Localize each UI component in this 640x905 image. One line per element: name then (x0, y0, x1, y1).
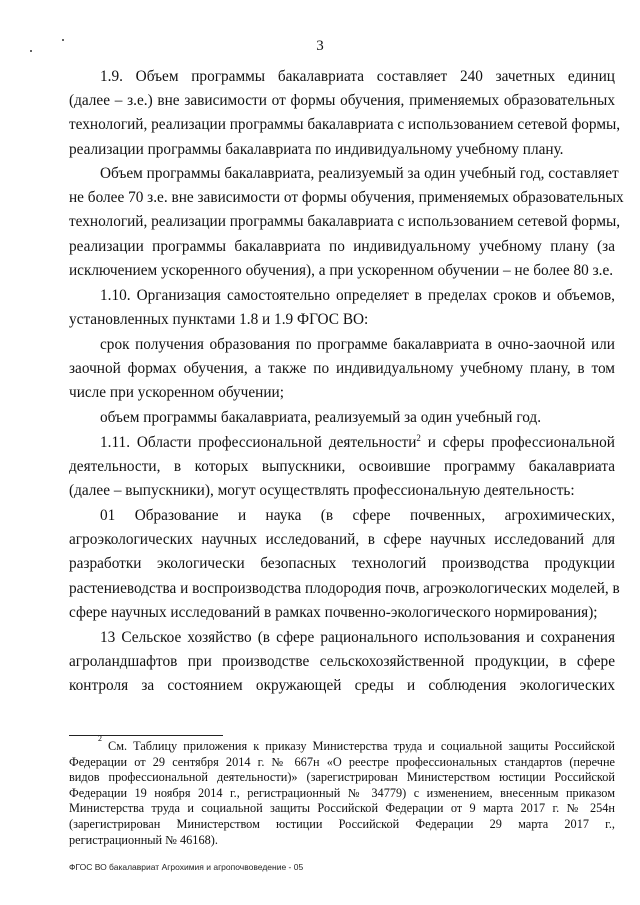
text-line: Объем программы бакалавриата, реализуемый за один учебный год, составляет (100, 165, 619, 182)
text-line: исключением ускоренного обучения), а при ускоренном обучении – не более 80 з.е. (69, 261, 614, 279)
text-line: заочной формах обучения, а также по индивидуальному учебному плану, в том (69, 360, 615, 378)
footnote-separator (69, 735, 223, 736)
text-line: срок получения образования по программе бакалавриата в очно-заочной или (100, 336, 615, 353)
text-line: агроэкологических научных исследований, в сфере научных исследований для (69, 531, 615, 549)
footnote-line: Федерации от 29 сентября 2014 г. № 667н «О реестре профессиональных стандартов (перечне (69, 754, 615, 769)
text-line: 13 Сельское хозяйство (в сфере рационального использования и сохранения (100, 629, 615, 646)
text-line: технологий, реализации программы бакалавриата с использованием сетевой формы, (69, 213, 621, 231)
footnote-line: (зарегистрирован Министерством юстиции Российской Федерации 29 марта 2017 г., (69, 816, 615, 831)
text-line: (далее – выпускники), могут осуществлять профессиональную деятельность: (69, 482, 575, 500)
text-fragment: 1.11. Области профессиональной деятельности (100, 434, 417, 451)
text-line: реализации программы бакалавриата по индивидуальному учебному плану (за (69, 237, 615, 255)
footnote-marker: 2 (98, 734, 102, 743)
paragraph-volume-per-year (69, 406, 615, 430)
text-line: деятельности, в которых выпускники, освоившие программу бакалавриата (69, 458, 615, 476)
text-line: 01 Образование и наука (в сфере почвенных, агрохимических, (100, 507, 615, 524)
paragraph-1-10 (69, 284, 615, 332)
paragraph-1-11 (69, 431, 615, 504)
paragraph-term (69, 333, 615, 406)
text-line: объем программы бакалавриата, реализуемый за один учебный год. (100, 409, 542, 426)
footnote-ref[interactable]: 2 (416, 432, 421, 443)
footnote-line: регистрационный № 46168). (69, 832, 218, 847)
text-line: разработки экологически безопасных технологий производства продукции (69, 555, 615, 573)
text-line: установленных пунктами 1.8 и 1.9 ФГОС ВО: (69, 311, 369, 329)
text-line: агроландшафтов при производстве сельскохозяйственной продукции, в сфере (69, 653, 615, 671)
text-line: (далее – з.е.) вне зависимости от формы обучения, применяемых образовательных (69, 92, 615, 110)
footnote-line: Федерации 19 ноября 2014 г., регистрационный № 34779) с изменением, внесенным приказом (69, 785, 615, 800)
footnote (69, 734, 615, 848)
document-footer: ФГОС ВО бакалавриат Агрохимия и агропочвоведение - 05 (69, 862, 304, 872)
paragraph-13-agriculture (69, 626, 615, 699)
text-line: не более 70 з.е. вне зависимости от формы обучения, применяемых образовательных (69, 189, 624, 207)
text-line: технологий, реализации программы бакалавриата с использованием сетевой формы, (69, 116, 621, 134)
text-line: 1.9. Объем программы бакалавриата составляет 240 зачетных единиц (100, 68, 615, 85)
paragraph-annual-volume (69, 162, 624, 283)
footnote-line: видов профессиональной деятельности)» (зарегистрирован Министерством юстиции Российской (69, 770, 615, 785)
footnote-line (69, 734, 615, 755)
text-line: числе при ускоренном обучении; (69, 384, 284, 402)
text-line: сфере научных исследований в рамках почвенно-экологического нормирования); (69, 603, 598, 621)
footnote-text: См. Таблицу приложения к приказу Министерства труда и социальной защиты Российской (108, 739, 615, 753)
text-fragment: и сферы профессиональной (427, 434, 615, 451)
paragraph-1-9 (69, 65, 621, 162)
paragraph-01-education (69, 504, 620, 625)
text-line: растениеводства и воспроизводства плодородия почв, агроэкологических моделей, в (69, 579, 620, 597)
footnote-line: Министерства труда и социальной защиты Российской Федерации от 9 марта 2017 г. № 254н (69, 801, 615, 816)
text-line (69, 431, 615, 455)
text-line: реализации программы бакалавриата по индивидуальному учебному плану. (69, 140, 564, 158)
page-number: 3 (316, 38, 324, 54)
text-line: 1.10. Организация самостоятельно определяет в пределах сроков и объемов, (100, 287, 615, 304)
text-line: контроля за состоянием окружающей среды и соблюдения экологических (69, 677, 615, 695)
